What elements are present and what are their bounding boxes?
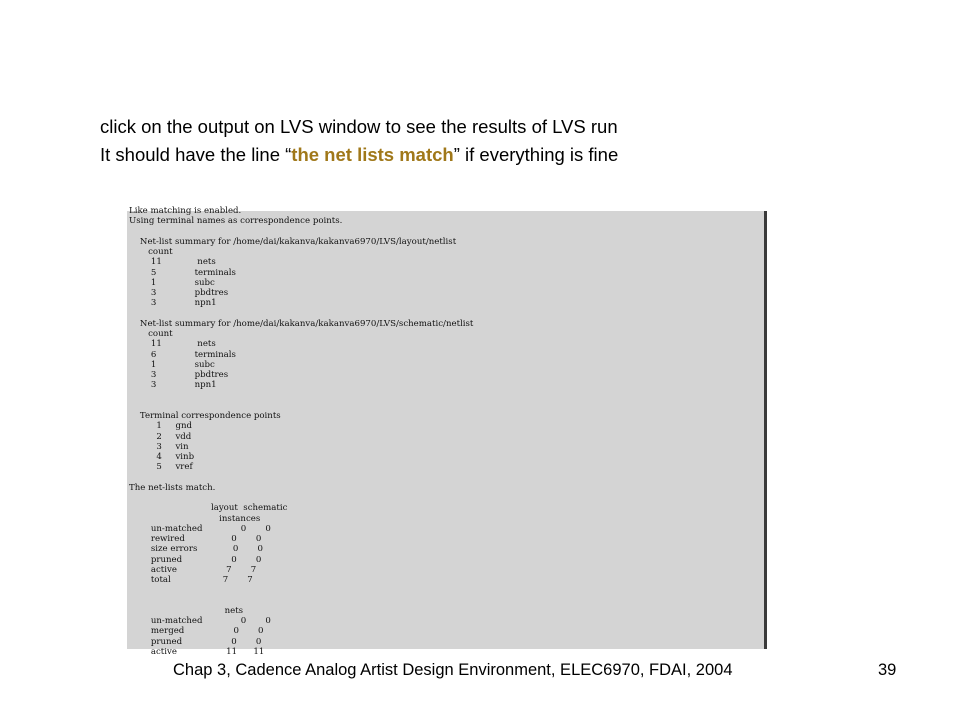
lvs-output-line: 11 nets [129, 339, 216, 350]
lvs-output-line: nets [129, 605, 244, 616]
lvs-output-line: pruned 0 0 [129, 636, 262, 647]
lvs-output-line: 3 npn1 [129, 298, 217, 309]
lvs-output-line: instances [129, 513, 261, 524]
page-number: 39 [878, 661, 897, 679]
lvs-output-line [129, 585, 767, 595]
instruction-line-2 [100, 141, 800, 169]
lvs-output-line: merged 0 0 [129, 626, 264, 637]
lvs-window-scrollbar-edge[interactable] [764, 211, 767, 649]
lvs-output-line: un-matched 0 0 [129, 616, 271, 626]
lvs-output-line [129, 391, 767, 401]
lvs-output-line: Net-list summary for /home/dai/kakanva/kakanva6970/LVS/layout/netlist [129, 236, 457, 247]
lvs-output-line: active 11 11 [129, 646, 265, 657]
lvs-output-line [129, 493, 767, 503]
instruction-line-1: click on the output on LVS window to see the results of LVS run [100, 116, 618, 137]
lvs-output-line: 1 subc [129, 277, 215, 288]
instruction-text [100, 113, 800, 169]
lvs-output-line: The net-lists match. [129, 482, 216, 493]
lvs-output-line: 3 vin [129, 441, 189, 452]
lvs-output-line: layout schematic [129, 503, 288, 514]
lvs-output-line [129, 401, 767, 411]
lvs-output-line: 11 nets [129, 257, 216, 268]
lvs-output-line: 6 terminals [129, 349, 236, 360]
lvs-output-line: 2 vdd [129, 431, 192, 442]
lvs-output-line: Terminal correspondence points [129, 411, 281, 421]
lvs-output-line: 3 npn1 [129, 380, 217, 391]
lvs-output-line [129, 596, 767, 606]
lvs-output-line: rewired 0 0 [129, 534, 262, 544]
lvs-output-line: active 7 7 [129, 564, 257, 575]
lvs-output-line: total 7 7 [129, 575, 253, 585]
lvs-output-window[interactable] [127, 206, 767, 657]
instruction-line-2-after: ” if everything is fine [453, 144, 619, 165]
lvs-output-line [129, 227, 767, 237]
lvs-output-line: 5 terminals [129, 267, 236, 278]
lvs-output-line: 3 pbdtres [129, 288, 229, 298]
lvs-output-line: count [129, 329, 173, 339]
lvs-output-line [129, 473, 767, 483]
lvs-output-line: count [129, 247, 173, 257]
lvs-output-text [127, 206, 767, 657]
lvs-output-line: 5 vref [129, 462, 193, 473]
lvs-output-line [129, 309, 767, 319]
lvs-output-line: 1 subc [129, 359, 215, 370]
lvs-output-line: Like matching is enabled. [129, 206, 242, 216]
slide-footer: Chap 3, Cadence Analog Artist Design Environment, ELEC6970, FDAI, 2004 [173, 661, 733, 679]
instruction-line-2-before: It should have the line “ [100, 144, 292, 165]
lvs-output-line: Net-list summary for /home/dai/kakanva/kakanva6970/LVS/schematic/netlist [129, 318, 474, 329]
lvs-output-line: 1 gnd [129, 421, 192, 432]
lvs-output-line: un-matched 0 0 [129, 523, 271, 534]
lvs-output-line: pruned 0 0 [129, 554, 262, 565]
lvs-output-line: size errors 0 0 [129, 544, 263, 555]
net-lists-match-highlight: the net lists match [291, 144, 454, 165]
lvs-output-line: Using terminal names as correspondence points. [129, 216, 343, 227]
lvs-output-line: 4 vinb [129, 452, 195, 462]
lvs-output-line: 3 pbdtres [129, 370, 229, 380]
